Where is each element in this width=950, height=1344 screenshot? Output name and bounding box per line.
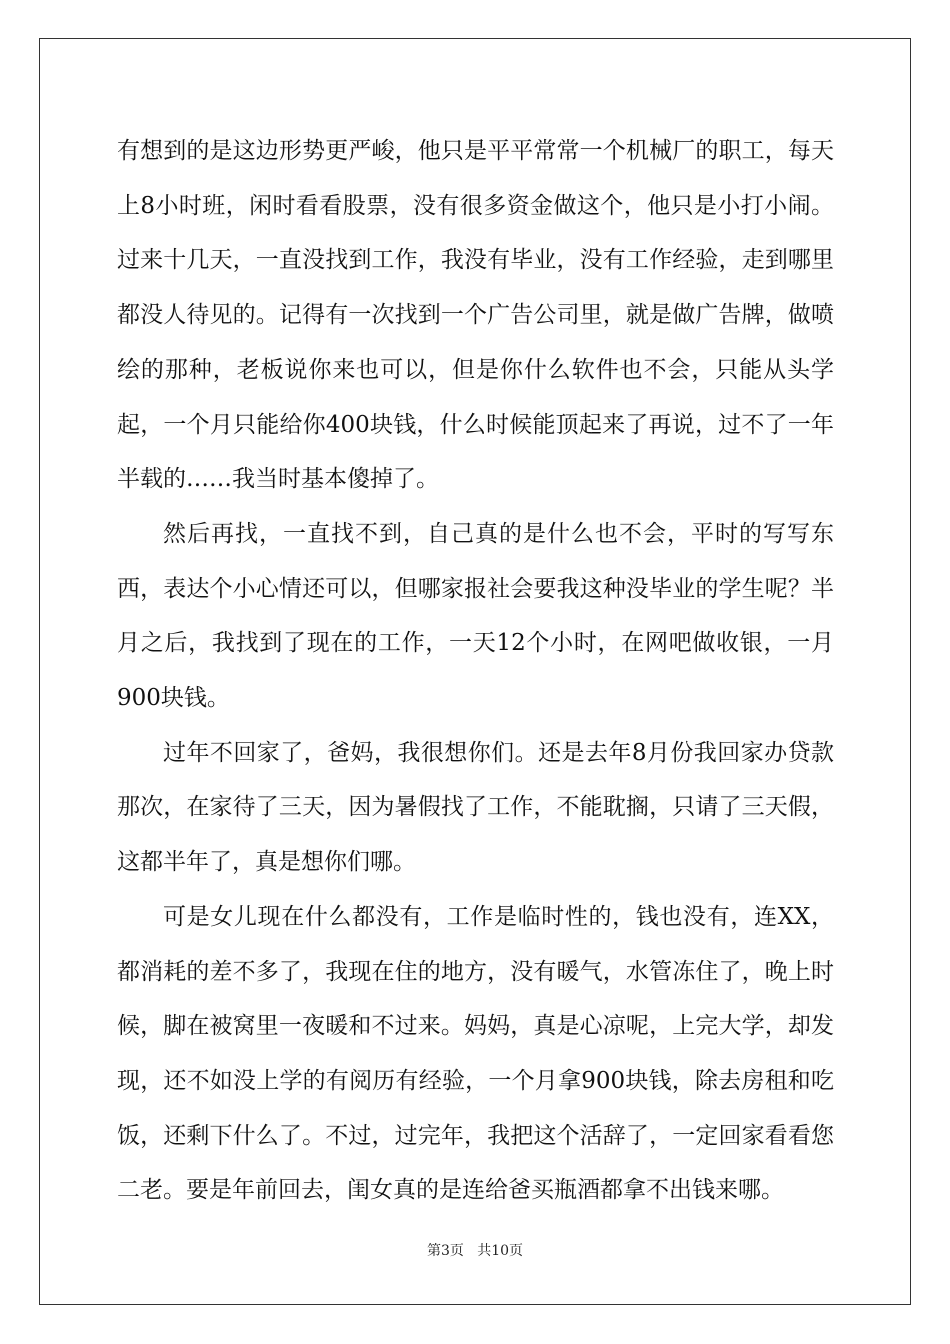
document-body [117,124,834,1218]
paragraph-4: 可是女儿现在什么都没有，工作是临时性的，钱也没有，连XX，都消耗的差不多了，我现在住的地方，没有暖气，水管冻住了，晚上时候，脚在被窝里一夜暖和不过来。妈妈，真是心凉呢，上完大学，却发现，还不如没上学的有阅历有经验，一个月拿900块钱，除去房租和吃饭，还剩下什么了。不过，过完年，我把这个活辞了，一定回家看看您二老。要是年前回去，闺女真的是连给爸买瓶酒都拿不出钱来哪。 [117,903,834,1204]
page-footer: 第3页 共10页 [426,1243,524,1259]
paragraph-1: 有想到的是这边形势更严峻，他只是平平常常一个机械厂的职工，每天上8小时班，闲时看看股票，没有很多资金做这个，他只是小打小闹。过来十几天，一直没找到工作，我没有毕业，没有工作经验，走到哪里都没人待见的。记得有一次找到一个广告公司里，就是做广告牌，做喷绘的那种，老板说你来也可以，但是你什么软件也不会，只能从头学起，一个月只能给你400块钱，什么时候能顶起来了再说，过不了一年半载的……我当时基本傻掉了。 [117,138,834,493]
paragraph-3: 过年不回家了，爸妈，我很想你们。还是去年8月份我回家办贷款那次，在家待了三天，因为暑假找了工作，不能耽搁，只请了三天假，这都半年了，真是想你们哪。 [117,739,834,876]
paragraph-2: 然后再找，一直找不到，自己真的是什么也不会，平时的写写东西，表达个小心情还可以，但哪家报社会要我这种没毕业的学生呢？半月之后，我找到了现在的工作，一天12个小时，在网吧做收银，一月900块钱。 [117,520,834,712]
